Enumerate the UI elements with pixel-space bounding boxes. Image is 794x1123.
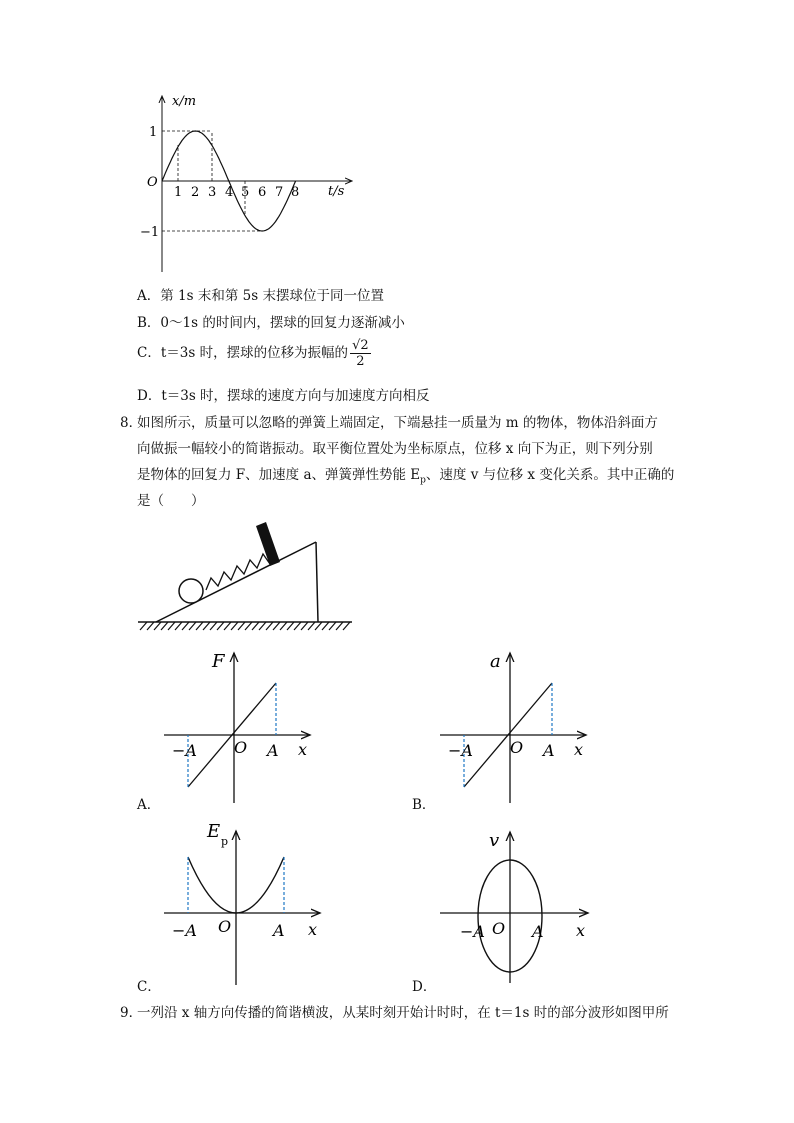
incline-surface bbox=[156, 542, 316, 622]
graph-d-origin: O bbox=[492, 919, 506, 938]
q8-option-a-label: A． bbox=[137, 797, 161, 813]
q8-graph-b bbox=[436, 645, 596, 805]
q7-option-b: B．0～1s 的时间内，摆球的回复力逐渐减小 bbox=[137, 315, 405, 331]
q7-xtick: 7 bbox=[275, 185, 284, 200]
graph-a-y-label: F bbox=[212, 651, 225, 672]
graph-a-origin: O bbox=[234, 738, 248, 757]
graph-a-pos: A bbox=[267, 741, 279, 760]
graph-d-y-label: v bbox=[489, 830, 500, 851]
q8-option-b-label: B． bbox=[412, 797, 436, 813]
graph-c-neg: −A bbox=[172, 921, 197, 940]
q7-option-d: D．t＝3s 时，摆球的速度方向与加速度方向相反 bbox=[137, 388, 430, 404]
q7-origin: O bbox=[147, 175, 158, 190]
graph-d-pos: A bbox=[532, 922, 544, 941]
graph-c-origin: O bbox=[218, 917, 232, 936]
q7-xtick: 2 bbox=[191, 185, 200, 200]
graph-c-x-label: x bbox=[308, 920, 318, 939]
q7-ytick-1: 1 bbox=[149, 125, 158, 140]
q7-option-c-text: C．t＝3s 时，摆球的位移为振幅的 bbox=[137, 345, 349, 361]
q8-number: 8． bbox=[120, 415, 143, 431]
ground-hatching bbox=[140, 622, 350, 630]
q7-xtick: 3 bbox=[208, 185, 217, 200]
q7-option-c bbox=[137, 338, 371, 369]
graph-b-x-label: x bbox=[574, 740, 584, 759]
q8-option-c-label: C． bbox=[137, 979, 161, 995]
graph-c-y-label: E bbox=[207, 821, 221, 842]
q7-xtick: 8 bbox=[291, 185, 300, 200]
q9-number: 9． bbox=[120, 1005, 143, 1021]
q7-option-c-fraction: $\frac{√2}{2}$ bbox=[352, 338, 369, 369]
q8-incline-figure bbox=[136, 520, 358, 636]
q8-line-4: 是（ ） bbox=[137, 493, 205, 509]
q7-ytick-neg1: −1 bbox=[140, 225, 160, 240]
graph-b-origin: O bbox=[510, 738, 524, 757]
q7-y-axis-label: x/m bbox=[172, 94, 197, 109]
incline-wall bbox=[316, 542, 318, 622]
q7-xt-graph bbox=[140, 88, 360, 278]
q9-line-1: 一列沿 x 轴方向传播的简谐横波，从某时刻开始计时时，在 t＝1s 时的部分波形如图甲所 bbox=[137, 1005, 669, 1021]
q7-xtick: 6 bbox=[258, 185, 267, 200]
fixed-mount bbox=[256, 522, 280, 566]
spring bbox=[206, 554, 270, 590]
q8-graph-a bbox=[160, 645, 320, 805]
q7-xtick: 1 bbox=[174, 185, 183, 200]
q7-xtick: 4 bbox=[225, 185, 234, 200]
q7-xtick: 5 bbox=[241, 185, 250, 200]
q8-line-2: 向做振一幅较小的简谐振动。取平衡位置处为坐标原点，位移 x 向下为正，则下列分别 bbox=[137, 441, 653, 457]
q8-line-3: 是物体的回复力 F、加速度 a、弹簧弹性势能 $E_p$、速度 v 与位移 x 变化关系。其中正确的 bbox=[137, 467, 675, 486]
graph-b-y-label: a bbox=[490, 651, 501, 672]
q7-option-a: A．第 1s 末和第 5s 末摆球位于同一位置 bbox=[137, 288, 384, 304]
graph-a-x-label: x bbox=[298, 740, 308, 759]
graph-b-pos: A bbox=[543, 741, 555, 760]
graph-c-pos: A bbox=[273, 921, 285, 940]
graph-b-neg: −A bbox=[448, 741, 473, 760]
q7-x-axis-label: t/s bbox=[328, 184, 345, 199]
q8-line-1: 如图所示，质量可以忽略的弹簧上端固定，下端悬挂一质量为 m 的物体，物体沿斜面方 bbox=[137, 415, 658, 431]
graph-a-neg: −A bbox=[172, 741, 197, 760]
graph-d-neg: −A bbox=[460, 922, 485, 941]
q8-graph-d bbox=[436, 820, 596, 985]
q8-option-d-label: D． bbox=[412, 979, 437, 995]
q8-graph-c bbox=[160, 815, 325, 987]
ball bbox=[179, 579, 203, 603]
graph-c-y-sub: p bbox=[221, 835, 229, 848]
graph-d-x-label: x bbox=[576, 921, 586, 940]
